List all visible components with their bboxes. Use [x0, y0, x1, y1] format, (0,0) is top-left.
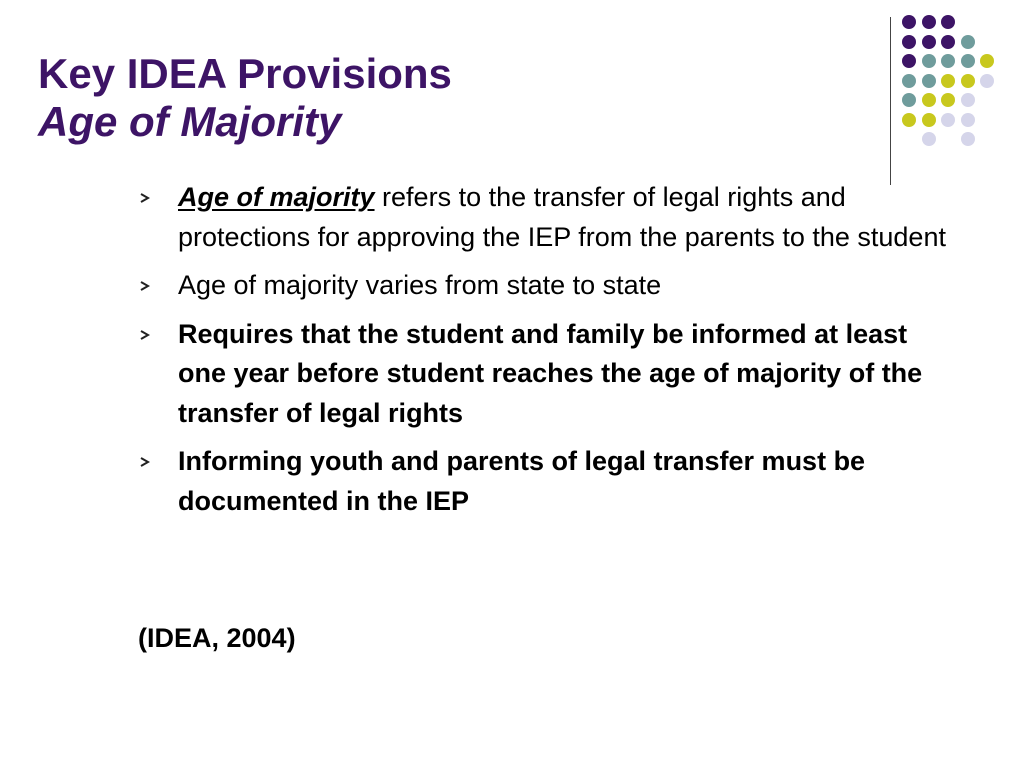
decorative-dot	[902, 15, 916, 29]
bullet-item	[138, 178, 948, 257]
decorative-dot	[961, 93, 975, 107]
bullet-text: Informing youth and parents of legal transfer must be documented in the IEP	[178, 446, 866, 516]
decorative-dot	[922, 54, 936, 68]
decorative-dot	[902, 93, 916, 107]
bullet-term: Age of majority	[178, 182, 375, 212]
decorative-dot	[961, 54, 975, 68]
decorative-dot	[922, 93, 936, 107]
arrow-bullet-icon	[140, 330, 150, 340]
decorative-dot	[980, 54, 994, 68]
dot-grid-decoration	[900, 10, 1010, 170]
decorative-dot	[961, 132, 975, 146]
decorative-dot	[961, 113, 975, 127]
arrow-bullet-icon	[140, 457, 150, 467]
citation: (IDEA, 2004)	[138, 623, 296, 653]
bullet-item	[138, 266, 948, 306]
vertical-divider	[890, 17, 891, 185]
bullet-list	[138, 178, 948, 530]
bullet-item	[138, 315, 948, 434]
decorative-dot	[941, 35, 955, 49]
decorative-dot	[961, 35, 975, 49]
title-main: Key IDEA Provisions	[38, 50, 452, 97]
bullet-text: Requires that the student and family be informed at least one year before student reaches the age of majority of the transfer of legal rights	[178, 318, 923, 428]
decorative-dot	[922, 74, 936, 88]
decorative-dot	[922, 15, 936, 29]
title-subtitle: Age of Majority	[38, 98, 342, 145]
decorative-dot	[941, 74, 955, 88]
bullet-item	[138, 442, 948, 521]
decorative-dot	[961, 74, 975, 88]
arrow-bullet-icon	[140, 281, 150, 291]
bullet-text: Age of majority varies from state to state	[178, 270, 662, 300]
arrow-bullet-icon	[140, 193, 150, 203]
decorative-dot	[941, 54, 955, 68]
decorative-dot	[902, 54, 916, 68]
decorative-dot	[902, 113, 916, 127]
bullet-text: refers to the transfer of legal rights and protections for approving the IEP from the parents to the student	[178, 182, 946, 252]
decorative-dot	[922, 132, 936, 146]
decorative-dot	[941, 113, 955, 127]
decorative-dot	[941, 93, 955, 107]
decorative-dot	[922, 35, 936, 49]
decorative-dot	[980, 74, 994, 88]
decorative-dot	[902, 74, 916, 88]
decorative-dot	[941, 15, 955, 29]
slide-title	[38, 50, 452, 146]
decorative-dot	[902, 35, 916, 49]
decorative-dot	[922, 113, 936, 127]
